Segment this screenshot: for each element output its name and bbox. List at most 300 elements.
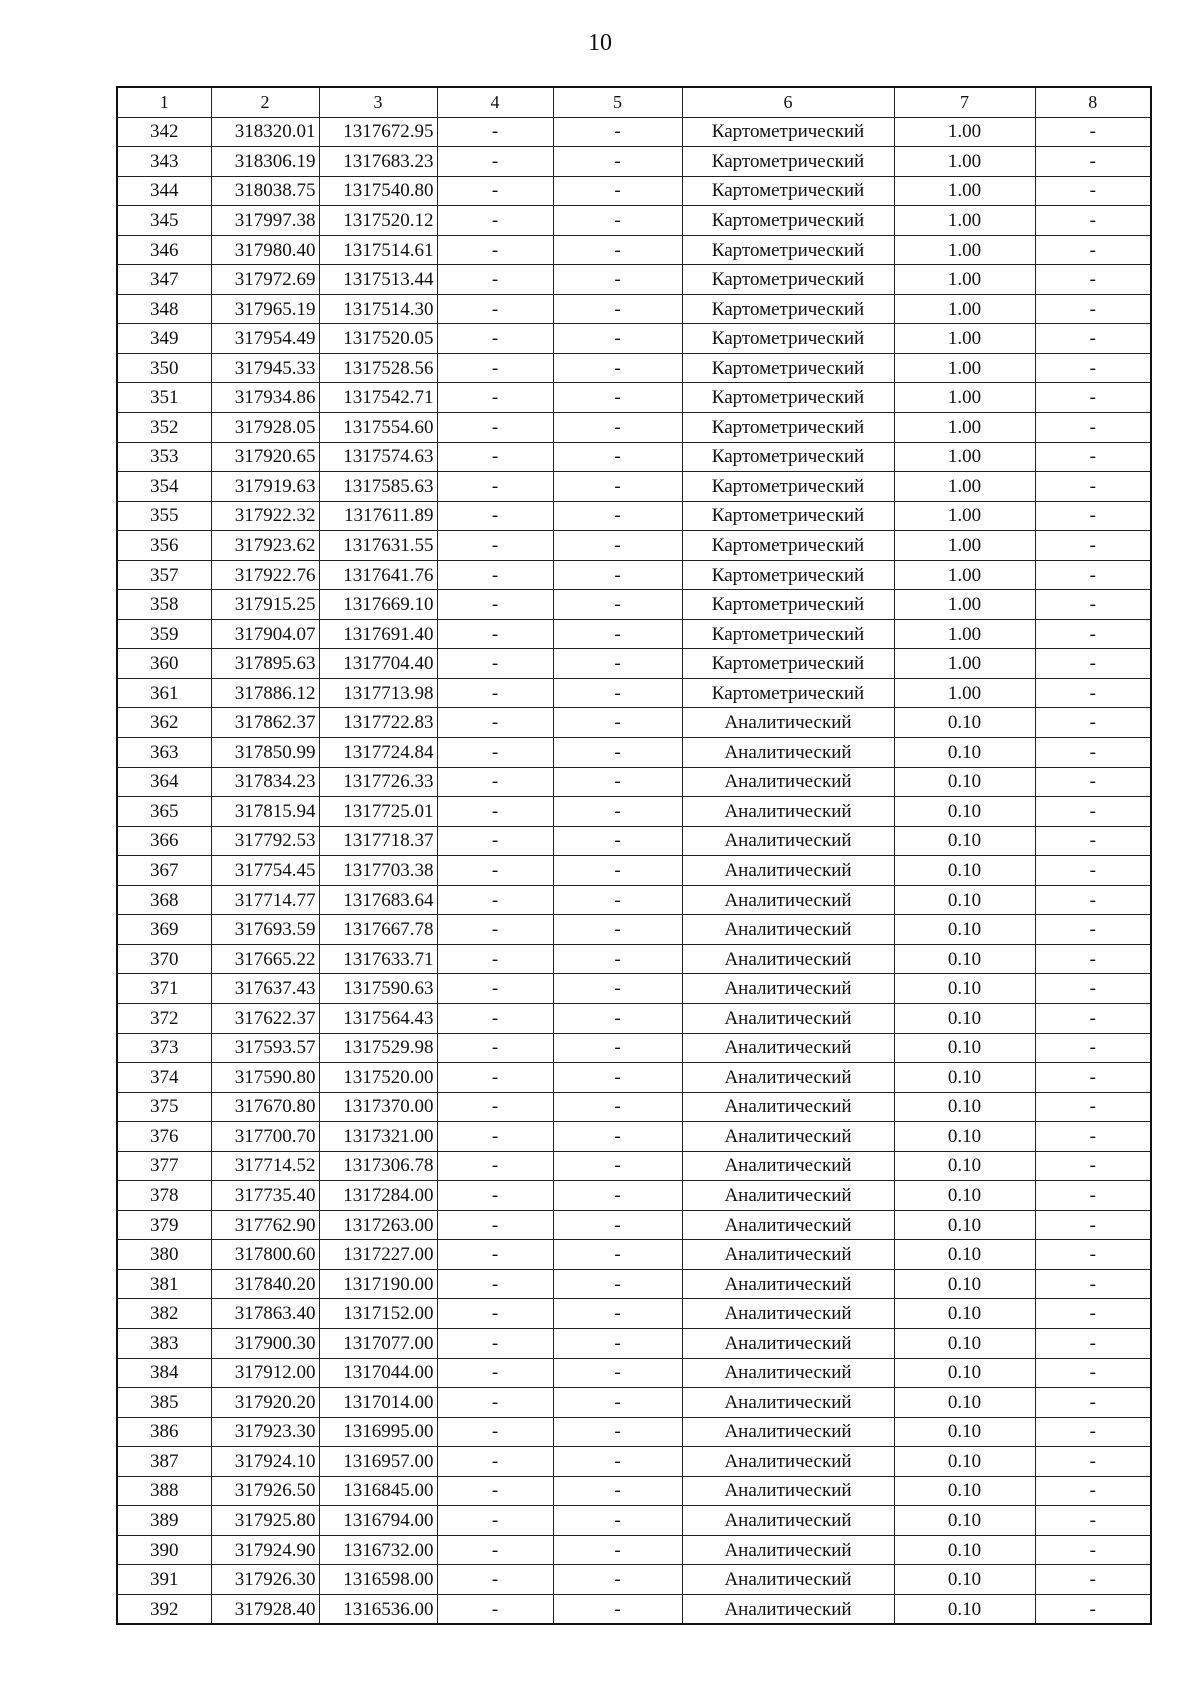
col8-cell: - bbox=[1035, 590, 1151, 620]
y-coordinate-cell: 1317724.84 bbox=[319, 738, 437, 768]
accuracy-cell: 1.00 bbox=[894, 619, 1035, 649]
table-row bbox=[117, 826, 1151, 856]
y-coordinate-cell: 1317672.95 bbox=[319, 117, 437, 147]
col5-cell: - bbox=[553, 1388, 682, 1418]
table-row bbox=[117, 1269, 1151, 1299]
point-number-cell: 371 bbox=[117, 974, 211, 1004]
point-number-cell: 384 bbox=[117, 1358, 211, 1388]
x-coordinate-cell: 317593.57 bbox=[211, 1033, 319, 1063]
col5-cell: - bbox=[553, 501, 682, 531]
accuracy-cell: 0.10 bbox=[894, 1033, 1035, 1063]
method-cell: Картометрический bbox=[682, 294, 894, 324]
method-cell: Аналитический bbox=[682, 826, 894, 856]
table-row bbox=[117, 1240, 1151, 1270]
col4-cell: - bbox=[437, 1565, 553, 1595]
col5-cell: - bbox=[553, 472, 682, 502]
accuracy-cell: 1.00 bbox=[894, 235, 1035, 265]
col8-cell: - bbox=[1035, 1328, 1151, 1358]
table-row bbox=[117, 1535, 1151, 1565]
table-row bbox=[117, 944, 1151, 974]
col4-cell: - bbox=[437, 117, 553, 147]
table-row bbox=[117, 1594, 1151, 1624]
accuracy-cell: 1.00 bbox=[894, 324, 1035, 354]
table-row bbox=[117, 738, 1151, 768]
col4-cell: - bbox=[437, 1092, 553, 1122]
col5-cell: - bbox=[553, 235, 682, 265]
y-coordinate-cell: 1317077.00 bbox=[319, 1328, 437, 1358]
table-row bbox=[117, 1033, 1151, 1063]
col5-cell: - bbox=[553, 176, 682, 206]
y-coordinate-cell: 1317722.83 bbox=[319, 708, 437, 738]
x-coordinate-cell: 317815.94 bbox=[211, 797, 319, 827]
method-cell: Картометрический bbox=[682, 265, 894, 295]
col8-cell: - bbox=[1035, 708, 1151, 738]
table-row bbox=[117, 1388, 1151, 1418]
point-number-cell: 348 bbox=[117, 294, 211, 324]
y-coordinate-cell: 1317263.00 bbox=[319, 1210, 437, 1240]
table-row bbox=[117, 1506, 1151, 1536]
method-cell: Аналитический bbox=[682, 1033, 894, 1063]
col5-cell: - bbox=[553, 147, 682, 177]
table-row bbox=[117, 1328, 1151, 1358]
col4-cell: - bbox=[437, 1122, 553, 1152]
column-header: 2 bbox=[211, 87, 319, 117]
method-cell: Картометрический bbox=[682, 413, 894, 443]
accuracy-cell: 0.10 bbox=[894, 1476, 1035, 1506]
col8-cell: - bbox=[1035, 1240, 1151, 1270]
x-coordinate-cell: 318038.75 bbox=[211, 176, 319, 206]
table-row bbox=[117, 560, 1151, 590]
accuracy-cell: 0.10 bbox=[894, 1299, 1035, 1329]
accuracy-cell: 0.10 bbox=[894, 1388, 1035, 1418]
col4-cell: - bbox=[437, 1476, 553, 1506]
col5-cell: - bbox=[553, 826, 682, 856]
col4-cell: - bbox=[437, 176, 553, 206]
point-number-cell: 356 bbox=[117, 531, 211, 561]
y-coordinate-cell: 1316845.00 bbox=[319, 1476, 437, 1506]
y-coordinate-cell: 1317669.10 bbox=[319, 590, 437, 620]
x-coordinate-cell: 317920.20 bbox=[211, 1388, 319, 1418]
col4-cell: - bbox=[437, 738, 553, 768]
col5-cell: - bbox=[553, 560, 682, 590]
method-cell: Аналитический bbox=[682, 708, 894, 738]
x-coordinate-cell: 317693.59 bbox=[211, 915, 319, 945]
column-header: 6 bbox=[682, 87, 894, 117]
col5-cell: - bbox=[553, 1092, 682, 1122]
accuracy-cell: 1.00 bbox=[894, 294, 1035, 324]
point-number-cell: 360 bbox=[117, 649, 211, 679]
col5-cell: - bbox=[553, 531, 682, 561]
y-coordinate-cell: 1317554.60 bbox=[319, 413, 437, 443]
x-coordinate-cell: 317997.38 bbox=[211, 206, 319, 236]
accuracy-cell: 0.10 bbox=[894, 1210, 1035, 1240]
col5-cell: - bbox=[553, 294, 682, 324]
col8-cell: - bbox=[1035, 1092, 1151, 1122]
col5-cell: - bbox=[553, 767, 682, 797]
accuracy-cell: 1.00 bbox=[894, 590, 1035, 620]
point-number-cell: 379 bbox=[117, 1210, 211, 1240]
table-row bbox=[117, 383, 1151, 413]
x-coordinate-cell: 317670.80 bbox=[211, 1092, 319, 1122]
point-number-cell: 374 bbox=[117, 1063, 211, 1093]
col8-cell: - bbox=[1035, 176, 1151, 206]
method-cell: Аналитический bbox=[682, 1151, 894, 1181]
col5-cell: - bbox=[553, 1181, 682, 1211]
point-number-cell: 382 bbox=[117, 1299, 211, 1329]
y-coordinate-cell: 1317044.00 bbox=[319, 1358, 437, 1388]
col5-cell: - bbox=[553, 1358, 682, 1388]
point-number-cell: 383 bbox=[117, 1328, 211, 1358]
method-cell: Аналитический bbox=[682, 1594, 894, 1624]
point-number-cell: 380 bbox=[117, 1240, 211, 1270]
col4-cell: - bbox=[437, 885, 553, 915]
method-cell: Картометрический bbox=[682, 383, 894, 413]
accuracy-cell: 1.00 bbox=[894, 678, 1035, 708]
col8-cell: - bbox=[1035, 826, 1151, 856]
accuracy-cell: 1.00 bbox=[894, 501, 1035, 531]
col5-cell: - bbox=[553, 442, 682, 472]
method-cell: Аналитический bbox=[682, 1358, 894, 1388]
accuracy-cell: 1.00 bbox=[894, 531, 1035, 561]
accuracy-cell: 0.10 bbox=[894, 1151, 1035, 1181]
x-coordinate-cell: 317637.43 bbox=[211, 974, 319, 1004]
point-number-cell: 363 bbox=[117, 738, 211, 768]
col8-cell: - bbox=[1035, 1181, 1151, 1211]
y-coordinate-cell: 1317704.40 bbox=[319, 649, 437, 679]
accuracy-cell: 0.10 bbox=[894, 1181, 1035, 1211]
col8-cell: - bbox=[1035, 501, 1151, 531]
col5-cell: - bbox=[553, 1417, 682, 1447]
accuracy-cell: 1.00 bbox=[894, 206, 1035, 236]
col8-cell: - bbox=[1035, 1506, 1151, 1536]
x-coordinate-cell: 317895.63 bbox=[211, 649, 319, 679]
table-body bbox=[117, 87, 1151, 1624]
table-row bbox=[117, 1417, 1151, 1447]
point-number-cell: 392 bbox=[117, 1594, 211, 1624]
x-coordinate-cell: 317965.19 bbox=[211, 294, 319, 324]
point-number-cell: 351 bbox=[117, 383, 211, 413]
y-coordinate-cell: 1316957.00 bbox=[319, 1447, 437, 1477]
col8-cell: - bbox=[1035, 649, 1151, 679]
col8-cell: - bbox=[1035, 531, 1151, 561]
table-header-row bbox=[117, 87, 1151, 117]
col8-cell: - bbox=[1035, 678, 1151, 708]
col4-cell: - bbox=[437, 1210, 553, 1240]
x-coordinate-cell: 317792.53 bbox=[211, 826, 319, 856]
method-cell: Аналитический bbox=[682, 885, 894, 915]
col5-cell: - bbox=[553, 413, 682, 443]
point-number-cell: 365 bbox=[117, 797, 211, 827]
col4-cell: - bbox=[437, 265, 553, 295]
x-coordinate-cell: 317928.40 bbox=[211, 1594, 319, 1624]
col4-cell: - bbox=[437, 501, 553, 531]
method-cell: Аналитический bbox=[682, 738, 894, 768]
y-coordinate-cell: 1317540.80 bbox=[319, 176, 437, 206]
x-coordinate-cell: 318306.19 bbox=[211, 147, 319, 177]
y-coordinate-cell: 1317227.00 bbox=[319, 1240, 437, 1270]
table-row bbox=[117, 294, 1151, 324]
col5-cell: - bbox=[553, 1122, 682, 1152]
method-cell: Картометрический bbox=[682, 678, 894, 708]
col4-cell: - bbox=[437, 915, 553, 945]
col4-cell: - bbox=[437, 294, 553, 324]
table-row bbox=[117, 235, 1151, 265]
point-number-cell: 391 bbox=[117, 1565, 211, 1595]
x-coordinate-cell: 317980.40 bbox=[211, 235, 319, 265]
col4-cell: - bbox=[437, 678, 553, 708]
method-cell: Аналитический bbox=[682, 1299, 894, 1329]
x-coordinate-cell: 317754.45 bbox=[211, 856, 319, 886]
point-number-cell: 373 bbox=[117, 1033, 211, 1063]
method-cell: Аналитический bbox=[682, 1447, 894, 1477]
col8-cell: - bbox=[1035, 1447, 1151, 1477]
table-row bbox=[117, 1299, 1151, 1329]
accuracy-cell: 0.10 bbox=[894, 974, 1035, 1004]
accuracy-cell: 0.10 bbox=[894, 1122, 1035, 1152]
y-coordinate-cell: 1317574.63 bbox=[319, 442, 437, 472]
col5-cell: - bbox=[553, 1240, 682, 1270]
col8-cell: - bbox=[1035, 1535, 1151, 1565]
col4-cell: - bbox=[437, 1003, 553, 1033]
table-row bbox=[117, 324, 1151, 354]
col5-cell: - bbox=[553, 1063, 682, 1093]
method-cell: Картометрический bbox=[682, 590, 894, 620]
y-coordinate-cell: 1317683.23 bbox=[319, 147, 437, 177]
accuracy-cell: 1.00 bbox=[894, 117, 1035, 147]
col5-cell: - bbox=[553, 797, 682, 827]
y-coordinate-cell: 1317190.00 bbox=[319, 1269, 437, 1299]
point-number-cell: 349 bbox=[117, 324, 211, 354]
column-header: 3 bbox=[319, 87, 437, 117]
y-coordinate-cell: 1317718.37 bbox=[319, 826, 437, 856]
col5-cell: - bbox=[553, 206, 682, 236]
y-coordinate-cell: 1316598.00 bbox=[319, 1565, 437, 1595]
x-coordinate-cell: 317714.52 bbox=[211, 1151, 319, 1181]
col4-cell: - bbox=[437, 383, 553, 413]
point-number-cell: 345 bbox=[117, 206, 211, 236]
x-coordinate-cell: 317920.65 bbox=[211, 442, 319, 472]
y-coordinate-cell: 1317529.98 bbox=[319, 1033, 437, 1063]
method-cell: Аналитический bbox=[682, 1388, 894, 1418]
x-coordinate-cell: 317904.07 bbox=[211, 619, 319, 649]
method-cell: Картометрический bbox=[682, 472, 894, 502]
col5-cell: - bbox=[553, 974, 682, 1004]
table-row bbox=[117, 1063, 1151, 1093]
point-number-cell: 368 bbox=[117, 885, 211, 915]
y-coordinate-cell: 1317691.40 bbox=[319, 619, 437, 649]
point-number-cell: 362 bbox=[117, 708, 211, 738]
x-coordinate-cell: 317954.49 bbox=[211, 324, 319, 354]
x-coordinate-cell: 317590.80 bbox=[211, 1063, 319, 1093]
col4-cell: - bbox=[437, 1594, 553, 1624]
point-number-cell: 354 bbox=[117, 472, 211, 502]
accuracy-cell: 1.00 bbox=[894, 176, 1035, 206]
method-cell: Аналитический bbox=[682, 1240, 894, 1270]
column-header: 8 bbox=[1035, 87, 1151, 117]
y-coordinate-cell: 1317725.01 bbox=[319, 797, 437, 827]
col8-cell: - bbox=[1035, 1358, 1151, 1388]
table-row bbox=[117, 531, 1151, 561]
y-coordinate-cell: 1316732.00 bbox=[319, 1535, 437, 1565]
col4-cell: - bbox=[437, 1181, 553, 1211]
y-coordinate-cell: 1317321.00 bbox=[319, 1122, 437, 1152]
point-number-cell: 346 bbox=[117, 235, 211, 265]
accuracy-cell: 1.00 bbox=[894, 383, 1035, 413]
accuracy-cell: 0.10 bbox=[894, 1358, 1035, 1388]
col8-cell: - bbox=[1035, 383, 1151, 413]
table-row bbox=[117, 1476, 1151, 1506]
col4-cell: - bbox=[437, 1328, 553, 1358]
coordinates-table bbox=[116, 86, 1152, 1625]
accuracy-cell: 0.10 bbox=[894, 708, 1035, 738]
accuracy-cell: 1.00 bbox=[894, 147, 1035, 177]
method-cell: Аналитический bbox=[682, 1063, 894, 1093]
x-coordinate-cell: 317850.99 bbox=[211, 738, 319, 768]
accuracy-cell: 0.10 bbox=[894, 1003, 1035, 1033]
y-coordinate-cell: 1317514.30 bbox=[319, 294, 437, 324]
col5-cell: - bbox=[553, 1033, 682, 1063]
col4-cell: - bbox=[437, 413, 553, 443]
y-coordinate-cell: 1317284.00 bbox=[319, 1181, 437, 1211]
y-coordinate-cell: 1317564.43 bbox=[319, 1003, 437, 1033]
method-cell: Аналитический bbox=[682, 1476, 894, 1506]
col5-cell: - bbox=[553, 649, 682, 679]
point-number-cell: 342 bbox=[117, 117, 211, 147]
y-coordinate-cell: 1317520.05 bbox=[319, 324, 437, 354]
col5-cell: - bbox=[553, 1210, 682, 1240]
col4-cell: - bbox=[437, 1151, 553, 1181]
point-number-cell: 350 bbox=[117, 353, 211, 383]
accuracy-cell: 0.10 bbox=[894, 856, 1035, 886]
table-row bbox=[117, 1003, 1151, 1033]
table-row bbox=[117, 1210, 1151, 1240]
col8-cell: - bbox=[1035, 472, 1151, 502]
accuracy-cell: 1.00 bbox=[894, 413, 1035, 443]
point-number-cell: 390 bbox=[117, 1535, 211, 1565]
method-cell: Картометрический bbox=[682, 649, 894, 679]
y-coordinate-cell: 1317514.61 bbox=[319, 235, 437, 265]
method-cell: Аналитический bbox=[682, 1565, 894, 1595]
point-number-cell: 358 bbox=[117, 590, 211, 620]
y-coordinate-cell: 1317520.12 bbox=[319, 206, 437, 236]
col4-cell: - bbox=[437, 1358, 553, 1388]
x-coordinate-cell: 317924.90 bbox=[211, 1535, 319, 1565]
accuracy-cell: 1.00 bbox=[894, 265, 1035, 295]
x-coordinate-cell: 317886.12 bbox=[211, 678, 319, 708]
point-number-cell: 370 bbox=[117, 944, 211, 974]
x-coordinate-cell: 317923.30 bbox=[211, 1417, 319, 1447]
table-row bbox=[117, 590, 1151, 620]
accuracy-cell: 1.00 bbox=[894, 560, 1035, 590]
y-coordinate-cell: 1316536.00 bbox=[319, 1594, 437, 1624]
col8-cell: - bbox=[1035, 1063, 1151, 1093]
col4-cell: - bbox=[437, 649, 553, 679]
table-row bbox=[117, 442, 1151, 472]
table-row bbox=[117, 678, 1151, 708]
method-cell: Картометрический bbox=[682, 147, 894, 177]
table-row bbox=[117, 619, 1151, 649]
accuracy-cell: 0.10 bbox=[894, 915, 1035, 945]
col8-cell: - bbox=[1035, 885, 1151, 915]
point-number-cell: 367 bbox=[117, 856, 211, 886]
accuracy-cell: 0.10 bbox=[894, 1594, 1035, 1624]
x-coordinate-cell: 317972.69 bbox=[211, 265, 319, 295]
point-number-cell: 387 bbox=[117, 1447, 211, 1477]
col5-cell: - bbox=[553, 1299, 682, 1329]
col5-cell: - bbox=[553, 1594, 682, 1624]
method-cell: Картометрический bbox=[682, 117, 894, 147]
point-number-cell: 343 bbox=[117, 147, 211, 177]
col8-cell: - bbox=[1035, 738, 1151, 768]
table-row bbox=[117, 472, 1151, 502]
x-coordinate-cell: 317926.30 bbox=[211, 1565, 319, 1595]
col8-cell: - bbox=[1035, 1388, 1151, 1418]
table-row bbox=[117, 856, 1151, 886]
col8-cell: - bbox=[1035, 797, 1151, 827]
table-row bbox=[117, 915, 1151, 945]
accuracy-cell: 1.00 bbox=[894, 442, 1035, 472]
x-coordinate-cell: 317945.33 bbox=[211, 353, 319, 383]
col5-cell: - bbox=[553, 117, 682, 147]
method-cell: Картометрический bbox=[682, 235, 894, 265]
point-number-cell: 385 bbox=[117, 1388, 211, 1418]
y-coordinate-cell: 1317713.98 bbox=[319, 678, 437, 708]
table-row bbox=[117, 797, 1151, 827]
point-number-cell: 376 bbox=[117, 1122, 211, 1152]
col8-cell: - bbox=[1035, 353, 1151, 383]
table-row bbox=[117, 885, 1151, 915]
method-cell: Аналитический bbox=[682, 797, 894, 827]
accuracy-cell: 0.10 bbox=[894, 1269, 1035, 1299]
table-row bbox=[117, 501, 1151, 531]
y-coordinate-cell: 1317641.76 bbox=[319, 560, 437, 590]
col8-cell: - bbox=[1035, 619, 1151, 649]
col8-cell: - bbox=[1035, 1003, 1151, 1033]
y-coordinate-cell: 1317590.63 bbox=[319, 974, 437, 1004]
method-cell: Аналитический bbox=[682, 856, 894, 886]
x-coordinate-cell: 317924.10 bbox=[211, 1447, 319, 1477]
accuracy-cell: 0.10 bbox=[894, 1063, 1035, 1093]
col5-cell: - bbox=[553, 678, 682, 708]
point-number-cell: 352 bbox=[117, 413, 211, 443]
x-coordinate-cell: 317912.00 bbox=[211, 1358, 319, 1388]
col4-cell: - bbox=[437, 590, 553, 620]
accuracy-cell: 1.00 bbox=[894, 353, 1035, 383]
point-number-cell: 344 bbox=[117, 176, 211, 206]
col4-cell: - bbox=[437, 944, 553, 974]
method-cell: Аналитический bbox=[682, 974, 894, 1004]
y-coordinate-cell: 1317528.56 bbox=[319, 353, 437, 383]
col8-cell: - bbox=[1035, 915, 1151, 945]
col4-cell: - bbox=[437, 235, 553, 265]
x-coordinate-cell: 317923.62 bbox=[211, 531, 319, 561]
point-number-cell: 364 bbox=[117, 767, 211, 797]
col4-cell: - bbox=[437, 1033, 553, 1063]
point-number-cell: 366 bbox=[117, 826, 211, 856]
point-number-cell: 386 bbox=[117, 1417, 211, 1447]
method-cell: Аналитический bbox=[682, 1417, 894, 1447]
y-coordinate-cell: 1317703.38 bbox=[319, 856, 437, 886]
method-cell: Аналитический bbox=[682, 944, 894, 974]
x-coordinate-cell: 317926.50 bbox=[211, 1476, 319, 1506]
y-coordinate-cell: 1317631.55 bbox=[319, 531, 437, 561]
col8-cell: - bbox=[1035, 1122, 1151, 1152]
table-row bbox=[117, 413, 1151, 443]
y-coordinate-cell: 1317152.00 bbox=[319, 1299, 437, 1329]
col4-cell: - bbox=[437, 767, 553, 797]
method-cell: Аналитический bbox=[682, 1328, 894, 1358]
col5-cell: - bbox=[553, 1506, 682, 1536]
